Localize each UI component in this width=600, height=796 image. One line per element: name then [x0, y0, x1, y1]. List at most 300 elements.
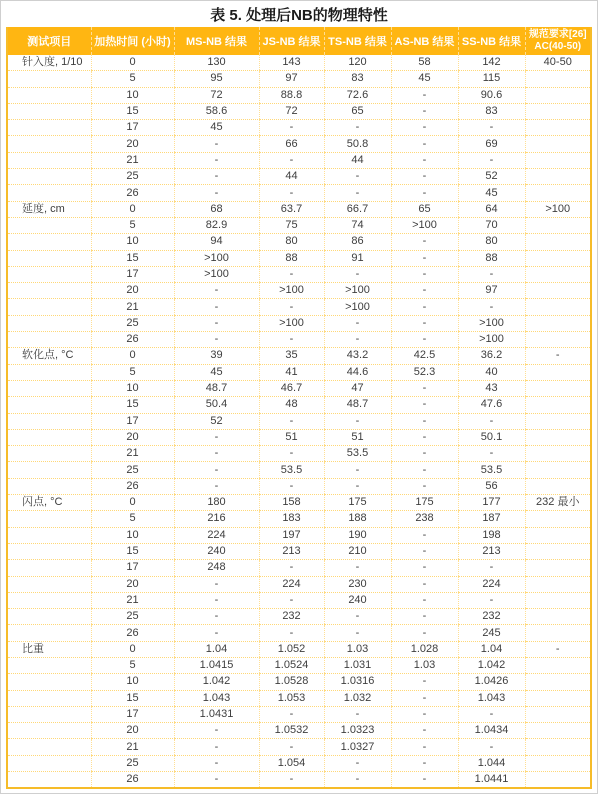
spec-requirement-cell	[525, 690, 591, 706]
test-item-cell	[7, 283, 91, 299]
table-row	[7, 772, 591, 789]
ts-nb-result-cell: 1.0323	[324, 723, 391, 739]
heating-time-cell: 25	[91, 169, 174, 185]
ss-nb-result-cell: 1.04	[458, 641, 525, 657]
ts-nb-result-cell: 53.5	[324, 446, 391, 462]
test-item-cell	[7, 87, 91, 103]
spec-requirement-cell	[525, 120, 591, 136]
table-row	[7, 609, 591, 625]
spec-requirement-cell	[525, 234, 591, 250]
as-nb-result-cell: -	[391, 103, 458, 119]
spec-requirement-cell: 40-50	[525, 55, 591, 71]
as-nb-result-cell: -	[391, 543, 458, 559]
spec-requirement-cell	[525, 609, 591, 625]
spec-requirement-cell	[525, 625, 591, 641]
ss-nb-result-cell: 70	[458, 217, 525, 233]
table-row	[7, 120, 591, 136]
js-nb-result-cell: 1.054	[259, 755, 324, 771]
test-item-cell: 闪点, °C	[7, 495, 91, 511]
ss-nb-result-cell: 245	[458, 625, 525, 641]
js-nb-result-cell: 46.7	[259, 380, 324, 396]
ss-nb-result-cell: 1.0426	[458, 674, 525, 690]
ms-nb-result-cell: 72	[174, 87, 259, 103]
ms-nb-result-cell: 58.6	[174, 103, 259, 119]
test-item-cell	[7, 234, 91, 250]
heating-time-cell: 0	[91, 641, 174, 657]
ts-nb-result-cell: 190	[324, 527, 391, 543]
test-item-cell: 软化点, °C	[7, 348, 91, 364]
as-nb-result-cell: 42.5	[391, 348, 458, 364]
spec-header-line1: 规范要求[26]	[528, 29, 587, 40]
ms-nb-result-cell: -	[174, 576, 259, 592]
heating-time-cell: 26	[91, 772, 174, 789]
as-nb-result-cell: -	[391, 266, 458, 282]
test-item-cell	[7, 315, 91, 331]
ts-nb-result-cell: 43.2	[324, 348, 391, 364]
as-nb-result-cell: -	[391, 446, 458, 462]
table-row	[7, 641, 591, 657]
table-row	[7, 495, 591, 511]
js-nb-result-cell: -	[259, 332, 324, 348]
spec-header-line2: AC(40-50)	[534, 41, 582, 52]
ms-nb-result-cell: -	[174, 185, 259, 201]
as-nb-result-cell: -	[391, 380, 458, 396]
table-row	[7, 397, 591, 413]
js-nb-result-cell: >100	[259, 315, 324, 331]
test-item-cell	[7, 185, 91, 201]
table-row	[7, 364, 591, 380]
table-row	[7, 413, 591, 429]
as-nb-result-cell: -	[391, 478, 458, 494]
ms-nb-result-cell: -	[174, 332, 259, 348]
spec-requirement-cell	[525, 152, 591, 168]
table-row	[7, 136, 591, 152]
test-item-cell	[7, 560, 91, 576]
spec-requirement-cell	[525, 87, 591, 103]
as-nb-result-cell: 45	[391, 71, 458, 87]
table-row	[7, 55, 591, 71]
js-nb-result-cell: -	[259, 478, 324, 494]
table-row	[7, 527, 591, 543]
ms-nb-result-cell: 82.9	[174, 217, 259, 233]
test-item-cell	[7, 772, 91, 789]
js-nb-result-cell: 1.052	[259, 641, 324, 657]
ss-nb-result-cell: 52	[458, 169, 525, 185]
ts-nb-result-cell: 48.7	[324, 397, 391, 413]
table-row	[7, 348, 591, 364]
table-row	[7, 706, 591, 722]
ts-nb-result-cell: 1.03	[324, 641, 391, 657]
ss-nb-result-cell: -	[458, 706, 525, 722]
heating-time-cell: 0	[91, 201, 174, 217]
ss-nb-result-cell: 50.1	[458, 429, 525, 445]
js-nb-result-cell: 35	[259, 348, 324, 364]
test-item-cell	[7, 364, 91, 380]
table-row	[7, 462, 591, 478]
ms-nb-result-cell: 68	[174, 201, 259, 217]
as-nb-result-cell: -	[391, 690, 458, 706]
test-item-cell	[7, 250, 91, 266]
as-nb-result-cell: 175	[391, 495, 458, 511]
ts-nb-result-cell: -	[324, 413, 391, 429]
test-item-cell	[7, 152, 91, 168]
ms-nb-result-cell: 130	[174, 55, 259, 71]
table-row	[7, 674, 591, 690]
js-nb-result-cell: -	[259, 706, 324, 722]
js-nb-result-cell: 97	[259, 71, 324, 87]
test-item-cell	[7, 136, 91, 152]
spec-requirement-cell	[525, 103, 591, 119]
js-nb-result-cell: 66	[259, 136, 324, 152]
spec-requirement-cell	[525, 723, 591, 739]
ss-nb-result-cell: -	[458, 446, 525, 462]
ts-nb-result-cell: -	[324, 625, 391, 641]
heating-time-cell: 17	[91, 560, 174, 576]
ss-nb-result-cell: 47.6	[458, 397, 525, 413]
ts-nb-result-cell: -	[324, 560, 391, 576]
ts-nb-result-cell: 240	[324, 592, 391, 608]
js-nb-result-cell: 1.0524	[259, 657, 324, 673]
js-nb-result-cell: -	[259, 185, 324, 201]
table-row	[7, 87, 591, 103]
heating-time-cell: 20	[91, 723, 174, 739]
table-row	[7, 429, 591, 445]
heating-time-cell: 5	[91, 217, 174, 233]
as-nb-result-cell: 58	[391, 55, 458, 71]
ms-nb-result-cell: 1.0431	[174, 706, 259, 722]
ms-nb-result-cell: 240	[174, 543, 259, 559]
ts-nb-result-cell: >100	[324, 283, 391, 299]
heating-time-cell: 20	[91, 429, 174, 445]
js-nb-result-cell: -	[259, 625, 324, 641]
heating-time-cell: 0	[91, 348, 174, 364]
spec-requirement-cell	[525, 772, 591, 789]
spec-requirement-cell: -	[525, 348, 591, 364]
table-row	[7, 266, 591, 282]
ss-nb-result-cell: -	[458, 592, 525, 608]
ms-nb-result-cell: -	[174, 136, 259, 152]
table-row	[7, 755, 591, 771]
spec-requirement-cell	[525, 217, 591, 233]
as-nb-result-cell: -	[391, 576, 458, 592]
as-nb-result-cell: -	[391, 462, 458, 478]
js-nb-result-cell: 53.5	[259, 462, 324, 478]
test-item-cell	[7, 739, 91, 755]
ms-nb-result-cell: 45	[174, 120, 259, 136]
js-nb-result-cell: -	[259, 152, 324, 168]
test-item-cell	[7, 413, 91, 429]
test-item-cell: 延度, cm	[7, 201, 91, 217]
js-nb-result-cell: 1.0532	[259, 723, 324, 739]
ss-nb-result-cell: 1.0434	[458, 723, 525, 739]
table-row	[7, 576, 591, 592]
ms-nb-result-cell: 180	[174, 495, 259, 511]
spec-requirement-cell: 232 最小	[525, 495, 591, 511]
ss-nb-result-cell: 97	[458, 283, 525, 299]
as-nb-result-cell: -	[391, 527, 458, 543]
heating-time-cell: 17	[91, 266, 174, 282]
test-item-cell	[7, 576, 91, 592]
test-item-cell	[7, 462, 91, 478]
ms-nb-result-cell: 248	[174, 560, 259, 576]
heating-time-cell: 25	[91, 755, 174, 771]
as-nb-result-cell: -	[391, 625, 458, 641]
spec-requirement-cell	[525, 755, 591, 771]
ms-nb-result-cell: -	[174, 755, 259, 771]
heating-time-cell: 5	[91, 71, 174, 87]
test-item-cell	[7, 299, 91, 315]
table-row	[7, 332, 591, 348]
js-nb-result-cell: 224	[259, 576, 324, 592]
heating-time-cell: 10	[91, 380, 174, 396]
ms-nb-result-cell: -	[174, 478, 259, 494]
test-item-cell	[7, 690, 91, 706]
spec-requirement-cell	[525, 592, 591, 608]
ts-nb-result-cell: -	[324, 120, 391, 136]
heating-time-cell: 21	[91, 152, 174, 168]
ms-nb-result-cell: -	[174, 592, 259, 608]
heating-time-cell: 20	[91, 136, 174, 152]
as-nb-result-cell: -	[391, 397, 458, 413]
heating-time-cell: 10	[91, 87, 174, 103]
heating-time-cell: 15	[91, 397, 174, 413]
ms-nb-result-cell: >100	[174, 250, 259, 266]
ts-nb-result-cell: 188	[324, 511, 391, 527]
col-header-as-nb: AS-NB 结果	[391, 27, 458, 55]
as-nb-result-cell: -	[391, 772, 458, 789]
ts-nb-result-cell: 50.8	[324, 136, 391, 152]
table-row	[7, 543, 591, 559]
spec-requirement-cell	[525, 413, 591, 429]
ss-nb-result-cell: 80	[458, 234, 525, 250]
ms-nb-result-cell: 1.04	[174, 641, 259, 657]
js-nb-result-cell: 1.0528	[259, 674, 324, 690]
js-nb-result-cell: -	[259, 739, 324, 755]
ts-nb-result-cell: 120	[324, 55, 391, 71]
spec-requirement-cell	[525, 71, 591, 87]
ss-nb-result-cell: 1.042	[458, 657, 525, 673]
js-nb-result-cell: 1.053	[259, 690, 324, 706]
ss-nb-result-cell: -	[458, 120, 525, 136]
col-header-ts-nb: TS-NB 结果	[324, 27, 391, 55]
ss-nb-result-cell: 198	[458, 527, 525, 543]
heating-time-cell: 17	[91, 413, 174, 429]
js-nb-result-cell: 80	[259, 234, 324, 250]
test-item-cell	[7, 332, 91, 348]
test-item-cell	[7, 755, 91, 771]
as-nb-result-cell: 238	[391, 511, 458, 527]
page-title: 表 5. 处理后NB的物理特性	[210, 7, 388, 24]
heating-time-cell: 17	[91, 120, 174, 136]
heating-time-cell: 15	[91, 250, 174, 266]
ms-nb-result-cell: -	[174, 739, 259, 755]
as-nb-result-cell: -	[391, 169, 458, 185]
ts-nb-result-cell: 1.0316	[324, 674, 391, 690]
ms-nb-result-cell: 1.0415	[174, 657, 259, 673]
test-item-cell	[7, 103, 91, 119]
table-row	[7, 478, 591, 494]
heating-time-cell: 20	[91, 576, 174, 592]
heating-time-cell: 25	[91, 609, 174, 625]
ms-nb-result-cell: -	[174, 772, 259, 789]
as-nb-result-cell: -	[391, 739, 458, 755]
spec-requirement-cell	[525, 397, 591, 413]
ts-nb-result-cell: 72.6	[324, 87, 391, 103]
ts-nb-result-cell: 210	[324, 543, 391, 559]
as-nb-result-cell: -	[391, 723, 458, 739]
ts-nb-result-cell: -	[324, 706, 391, 722]
ss-nb-result-cell: 53.5	[458, 462, 525, 478]
spec-requirement-cell	[525, 657, 591, 673]
ts-nb-result-cell: -	[324, 315, 391, 331]
heating-time-cell: 20	[91, 283, 174, 299]
ss-nb-result-cell: 232	[458, 609, 525, 625]
spec-requirement-cell	[525, 185, 591, 201]
spec-requirement-cell	[525, 136, 591, 152]
table-row	[7, 217, 591, 233]
ms-nb-result-cell: 1.043	[174, 690, 259, 706]
spec-requirement-cell	[525, 364, 591, 380]
js-nb-result-cell: -	[259, 299, 324, 315]
col-header-js-nb: JS-NB 结果	[259, 27, 324, 55]
ms-nb-result-cell: -	[174, 429, 259, 445]
js-nb-result-cell: 44	[259, 169, 324, 185]
spec-requirement-cell	[525, 478, 591, 494]
ss-nb-result-cell: 90.6	[458, 87, 525, 103]
table-row	[7, 560, 591, 576]
table-row	[7, 103, 591, 119]
ts-nb-result-cell: -	[324, 332, 391, 348]
ms-nb-result-cell: -	[174, 315, 259, 331]
as-nb-result-cell: 1.028	[391, 641, 458, 657]
ss-nb-result-cell: 83	[458, 103, 525, 119]
spec-requirement-cell	[525, 380, 591, 396]
spec-requirement-cell	[525, 462, 591, 478]
test-item-cell	[7, 674, 91, 690]
col-header-spec	[525, 27, 591, 55]
as-nb-result-cell: -	[391, 674, 458, 690]
as-nb-result-cell: 65	[391, 201, 458, 217]
ts-nb-result-cell: -	[324, 609, 391, 625]
as-nb-result-cell: 1.03	[391, 657, 458, 673]
test-item-cell	[7, 723, 91, 739]
ss-nb-result-cell: 64	[458, 201, 525, 217]
as-nb-result-cell: -	[391, 120, 458, 136]
table-row	[7, 283, 591, 299]
as-nb-result-cell: -	[391, 136, 458, 152]
js-nb-result-cell: -	[259, 446, 324, 462]
spec-requirement-cell	[525, 332, 591, 348]
ms-nb-result-cell: -	[174, 462, 259, 478]
test-item-cell	[7, 266, 91, 282]
as-nb-result-cell: 52.3	[391, 364, 458, 380]
js-nb-result-cell: 75	[259, 217, 324, 233]
ms-nb-result-cell: 94	[174, 234, 259, 250]
as-nb-result-cell: -	[391, 560, 458, 576]
js-nb-result-cell: 63.7	[259, 201, 324, 217]
ss-nb-result-cell: 115	[458, 71, 525, 87]
spec-requirement-cell	[525, 446, 591, 462]
as-nb-result-cell: >100	[391, 217, 458, 233]
ss-nb-result-cell: 69	[458, 136, 525, 152]
table-row	[7, 250, 591, 266]
heating-time-cell: 21	[91, 299, 174, 315]
table-row	[7, 690, 591, 706]
ms-nb-result-cell: 52	[174, 413, 259, 429]
ms-nb-result-cell: 48.7	[174, 380, 259, 396]
ss-nb-result-cell: 187	[458, 511, 525, 527]
spec-requirement-cell	[525, 250, 591, 266]
spec-requirement-cell	[525, 511, 591, 527]
ss-nb-result-cell: 1.043	[458, 690, 525, 706]
ts-nb-result-cell: -	[324, 755, 391, 771]
heating-time-cell: 26	[91, 478, 174, 494]
col-header-heating-time: 加热时间 (小时)	[91, 27, 174, 55]
ts-nb-result-cell: 44.6	[324, 364, 391, 380]
test-item-cell	[7, 625, 91, 641]
ss-nb-result-cell: -	[458, 739, 525, 755]
test-item-cell: 比重	[7, 641, 91, 657]
ss-nb-result-cell: 224	[458, 576, 525, 592]
table-row	[7, 446, 591, 462]
ss-nb-result-cell: -	[458, 413, 525, 429]
spec-requirement-cell	[525, 283, 591, 299]
table-row	[7, 234, 591, 250]
ss-nb-result-cell: 1.0441	[458, 772, 525, 789]
ts-nb-result-cell: 175	[324, 495, 391, 511]
as-nb-result-cell: -	[391, 234, 458, 250]
test-item-cell	[7, 592, 91, 608]
test-item-cell	[7, 478, 91, 494]
as-nb-result-cell: -	[391, 413, 458, 429]
ms-nb-result-cell: -	[174, 299, 259, 315]
test-item-cell	[7, 657, 91, 673]
test-item-cell	[7, 429, 91, 445]
heating-time-cell: 15	[91, 543, 174, 559]
spec-requirement-cell	[525, 169, 591, 185]
spec-requirement-cell	[525, 560, 591, 576]
ts-nb-result-cell: 44	[324, 152, 391, 168]
as-nb-result-cell: -	[391, 315, 458, 331]
spec-requirement-cell	[525, 315, 591, 331]
js-nb-result-cell: -	[259, 592, 324, 608]
spec-requirement-cell	[525, 299, 591, 315]
ms-nb-result-cell: -	[174, 723, 259, 739]
ss-nb-result-cell: 177	[458, 495, 525, 511]
js-nb-result-cell: 88.8	[259, 87, 324, 103]
heating-time-cell: 21	[91, 446, 174, 462]
heating-time-cell: 17	[91, 706, 174, 722]
as-nb-result-cell: -	[391, 87, 458, 103]
as-nb-result-cell: -	[391, 283, 458, 299]
js-nb-result-cell: -	[259, 120, 324, 136]
as-nb-result-cell: -	[391, 592, 458, 608]
ms-nb-result-cell: 224	[174, 527, 259, 543]
ts-nb-result-cell: 47	[324, 380, 391, 396]
js-nb-result-cell: 51	[259, 429, 324, 445]
as-nb-result-cell: -	[391, 755, 458, 771]
test-item-cell	[7, 120, 91, 136]
as-nb-result-cell: -	[391, 299, 458, 315]
heating-time-cell: 21	[91, 592, 174, 608]
test-item-cell	[7, 217, 91, 233]
js-nb-result-cell: 213	[259, 543, 324, 559]
js-nb-result-cell: 158	[259, 495, 324, 511]
table-row	[7, 315, 591, 331]
ms-nb-result-cell: 50.4	[174, 397, 259, 413]
heating-time-cell: 10	[91, 527, 174, 543]
test-item-cell	[7, 511, 91, 527]
